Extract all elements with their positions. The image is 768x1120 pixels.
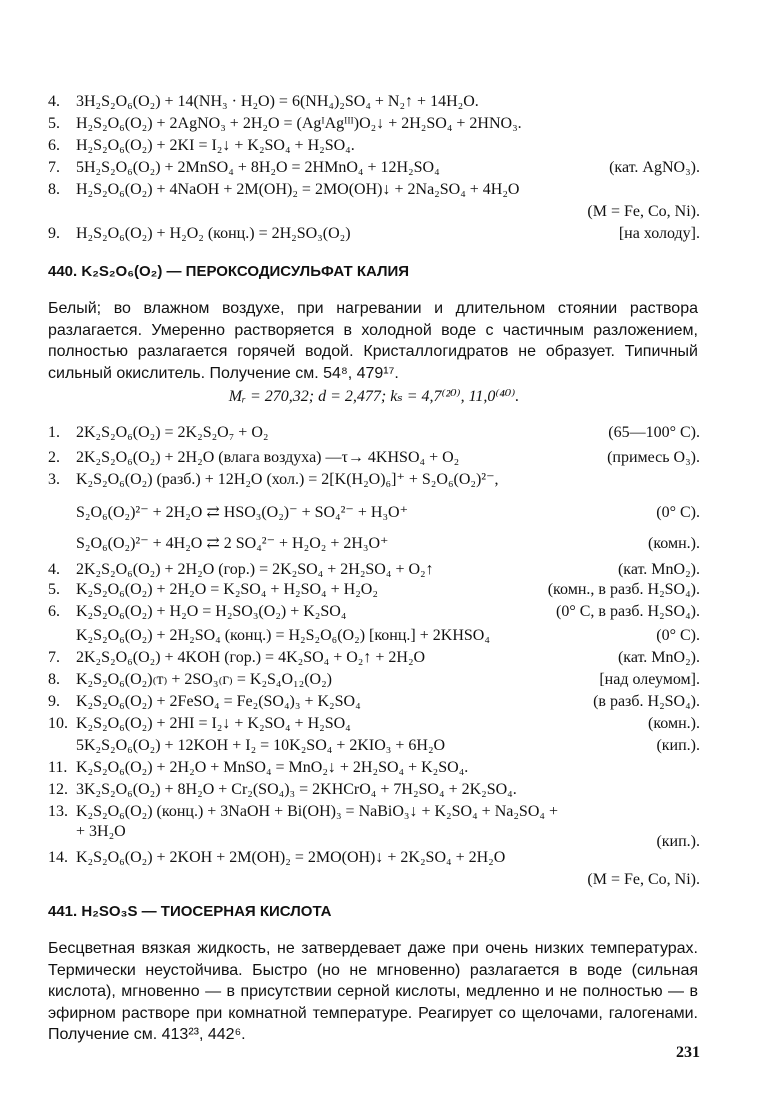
reaction-line [48, 423, 700, 443]
page-number: 231 [676, 1044, 700, 1061]
reaction-condition: [на холоду]. [618, 225, 700, 242]
reaction-condition-line [48, 202, 700, 222]
reaction-equation: 5H₂S₂O₆(O₂) + 2MnSO₄ + 8H₂O = 2HMnO₄ + 12H₂SO₄ [76, 159, 440, 176]
reaction-equation: K₂S₂O₆(O₂) (разб.) + 12H₂O (хол.) = 2[K(H₂O)₆]⁺ + S₂O₆(O₂)²⁻, [76, 471, 499, 488]
reaction-condition: (0° C). [656, 627, 700, 644]
reaction-line [48, 158, 700, 178]
reaction-number: 2. [48, 449, 60, 466]
reaction-condition: (65—100° C). [608, 424, 700, 441]
reaction-equation: K₂S₂O₆(O₂) + 2KOH + 2M(OH)₂ = 2MO(OH)↓ + 2K₂SO₄ + 2H₂O [76, 849, 506, 866]
reaction-equation: 2K₂S₂O₆(O₂) = 2K₂S₂O₇ + O₂ [76, 424, 269, 441]
reaction-condition: (комн., в разб. H₂SO₄). [547, 581, 700, 598]
reaction-line [48, 780, 700, 800]
reaction-number: 10. [48, 715, 68, 732]
reaction-line [48, 580, 700, 600]
reaction-line [48, 114, 700, 134]
reaction-condition: (0° C, в разб. H₂SO₄). [555, 603, 700, 620]
reaction-condition-line [48, 870, 700, 890]
reaction-condition: (кат. AgNO₃). [609, 159, 700, 176]
reaction-equation: S₂O₆(O₂)²⁻ + 4H₂O ⇄ 2 SO₄²⁻ + H₂O₂ + 2H₃O⁺ [76, 535, 389, 552]
reaction-number: 9. [48, 225, 60, 242]
section-description: Бесцветная вязкая жидкость, не затвердевает даже при очень низких температурах. Термически неустойчива. Быстро (но не мгновенно) разлагается в воде (сильная кислота), мгновенно — в присутствии серной кислоты, медленно и не полностью — в эфирном растворе при комнатной температуре. Реагирует со щелочами, галогенами. Получение см. 413²³, 442⁶. [48, 940, 698, 1043]
reaction-line [48, 822, 700, 850]
reaction-condition: (в разб. H₂SO₄). [593, 693, 700, 710]
reaction-condition: (комн.). [648, 715, 700, 732]
reaction-equation: + 3H₂O [76, 823, 126, 840]
reaction-number: 12. [48, 781, 68, 798]
reaction-equation: K₂S₂O₆(O₂) + 2FeSO₄ = Fe₂(SO₄)₃ + K₂SO₄ [76, 693, 361, 710]
reaction-number: 11. [48, 759, 68, 776]
reaction-line [48, 692, 700, 712]
reaction-number: 6. [48, 603, 60, 620]
reaction-condition: (кип.). [656, 737, 700, 754]
section-heading: 441. H₂SO₃S — ТИОСЕРНАЯ КИСЛОТА [48, 903, 332, 920]
reaction-condition: (M = Fe, Co, Ni). [587, 871, 700, 888]
reaction-line [48, 602, 700, 622]
reaction-condition: [над олеумом]. [599, 671, 700, 688]
reaction-equation: 2K₂S₂O₆(O₂) + 4KOH (гор.) = 4K₂SO₄ + O₂↑ + 2H₂O [76, 649, 426, 666]
reaction-equation: 3K₂S₂O₆(O₂) + 8H₂O + Cr₂(SO₄)₃ = 2KHCrO₄ + 7H₂SO₄ + 2K₂SO₄. [76, 781, 517, 798]
reaction-equation: H₂S₂O₆(O₂) + 4NaOH + 2M(OH)₂ = 2MO(OH)↓ + 2Na₂SO₄ + 4H₂O [76, 181, 520, 198]
reaction-line [48, 714, 700, 734]
reaction-line [48, 758, 700, 778]
reaction-condition: (кат. MnO₂). [617, 649, 700, 666]
reaction-number: 8. [48, 181, 60, 198]
reaction-line [48, 560, 700, 580]
reaction-condition: (кат. MnO₂). [617, 561, 700, 578]
reaction-condition: (кип.). [656, 833, 700, 850]
physical-constants: Mᵣ = 270,32; d = 2,477; kₛ = 4,7⁽²⁰⁾, 11,0⁽⁴⁰⁾. [228, 388, 520, 405]
reaction-condition: (0° C). [656, 504, 700, 521]
reaction-number: 13. [48, 803, 68, 820]
section-description: Белый; во влажном воздухе, при нагревании и длительном стоянии раствора разлагается. Умеренно растворяется в холодной воде с частичным разложением, полностью разлагается горячей водой. Кристаллогидратов не образует. Типичный сильный окислитель. Получение см. 54⁸, 479¹⁷. [48, 300, 698, 382]
reaction-condition: (M = Fe, Co, Ni). [587, 203, 700, 220]
reaction-equation: 3H₂S₂O₆(O₂) + 14(NH₃ · H₂O) = 6(NH₄)₂SO₄ + N₂↑ + 14H₂O. [76, 93, 479, 110]
reaction-number: 9. [48, 693, 60, 710]
reaction-equation: 2K₂S₂O₆(O₂) + 2H₂O (гор.) = 2K₂SO₄ + 2H₂SO₄ + O₂↑ [76, 561, 434, 578]
reaction-line [48, 736, 700, 756]
reaction-line [48, 92, 700, 112]
reaction-line [48, 224, 700, 244]
reaction-equation: 2K₂S₂O₆(O₂) + 2H₂O (влага воздуха) ―τ→ 4KHSO₄ + O₂ [76, 449, 460, 466]
reaction-equation: K₂S₂O₆(O₂) + 2H₂O + MnSO₄ = MnO₂↓ + 2H₂SO₄ + K₂SO₄. [76, 759, 469, 776]
reaction-equation: K₂S₂O₆(O₂)₍т₎ + 2SO₃₍г₎ = K₂S₄O₁₂(O₂) [76, 671, 332, 688]
section-heading: 440. K₂S₂O₆(O₂) — ПЕРОКСОДИСУЛЬФАТ КАЛИЯ [48, 263, 410, 280]
reaction-number: 8. [48, 671, 60, 688]
reaction-line [48, 670, 700, 690]
reaction-number: 5. [48, 581, 60, 598]
reaction-number: 1. [48, 424, 60, 441]
reaction-condition: (примесь O₃). [607, 449, 700, 466]
reaction-equation: K₂S₂O₆(O₂) + 2H₂O = K₂SO₄ + H₂SO₄ + H₂O₂ [76, 581, 378, 598]
reaction-line [48, 626, 700, 646]
reaction-number: 6. [48, 137, 60, 154]
reaction-equation: K₂S₂O₆(O₂) (конц.) + 3NaOH + Bi(OH)₃ = NaBiO₃↓ + K₂SO₄ + Na₂SO₄ + [76, 803, 558, 820]
reaction-equation: H₂S₂O₆(O₂) + H₂O₂ (конц.) = 2H₂SO₃(O₂) [76, 225, 351, 242]
reaction-line [48, 180, 700, 200]
reaction-equation: S₂O₆(O₂)²⁻ + 2H₂O ⇄ HSO₃(O₂)⁻ + SO₄²⁻ + H₃O⁺ [76, 504, 409, 521]
reaction-number: 4. [48, 93, 60, 110]
reaction-line [48, 802, 700, 822]
reaction-line [48, 448, 700, 468]
reaction-line [48, 470, 700, 490]
reaction-equation: H₂S₂O₆(O₂) + 2AgNO₃ + 2H₂O = (AgᴵAgᴵᴵᴵ)O₂↓ + 2H₂SO₄ + 2HNO₃. [76, 115, 522, 132]
reaction-line [48, 534, 700, 554]
reaction-line [48, 848, 700, 868]
reaction-condition: (комн.). [648, 535, 700, 552]
reaction-equation: H₂S₂O₆(O₂) + 2KI = I₂↓ + K₂SO₄ + H₂SO₄. [76, 137, 355, 154]
reaction-number: 7. [48, 159, 60, 176]
reaction-line [48, 136, 700, 156]
reaction-equation: K₂S₂O₆(O₂) + 2HI = I₂↓ + K₂SO₄ + H₂SO₄ [76, 715, 351, 732]
reaction-number: 14. [48, 849, 68, 866]
reaction-number: 4. [48, 561, 60, 578]
reaction-number: 5. [48, 115, 60, 132]
reaction-line [48, 503, 700, 523]
reaction-number: 3. [48, 471, 60, 488]
reaction-equation: K₂S₂O₆(O₂) + 2H₂SO₄ (конц.) = H₂S₂O₆(O₂) [конц.] + 2KHSO₄ [76, 627, 490, 644]
reaction-line [48, 648, 700, 668]
reaction-number: 7. [48, 649, 60, 666]
reaction-equation: K₂S₂O₆(O₂) + H₂O = H₂SO₃(O₂) + K₂SO₄ [76, 603, 347, 620]
reaction-equation: 5K₂S₂O₆(O₂) + 12KOH + I₂ = 10K₂SO₄ + 2KIO₃ + 6H₂O [76, 737, 446, 754]
